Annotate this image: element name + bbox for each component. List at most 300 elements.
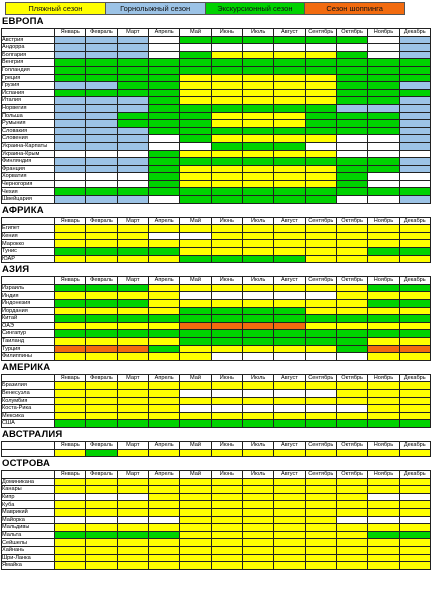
season-cell xyxy=(399,397,430,405)
season-cell xyxy=(180,389,211,397)
season-cell xyxy=(86,173,117,181)
table-row xyxy=(2,554,431,562)
season-cell xyxy=(305,66,336,74)
season-cell xyxy=(117,389,148,397)
season-cell xyxy=(336,150,367,158)
season-cell xyxy=(117,232,148,240)
season-cell xyxy=(274,97,305,105)
season-cell xyxy=(211,196,242,204)
month-header: Январь xyxy=(55,374,86,382)
month-header: Март xyxy=(117,374,148,382)
country-name: Словакия xyxy=(2,127,55,135)
season-cell xyxy=(336,382,367,390)
month-header: Июнь xyxy=(211,29,242,37)
season-cell xyxy=(305,353,336,361)
season-cell xyxy=(148,330,179,338)
season-cell xyxy=(399,516,430,524)
month-header: Апрель xyxy=(148,374,179,382)
season-cell xyxy=(305,135,336,143)
season-cell xyxy=(117,345,148,353)
season-cell xyxy=(242,493,273,501)
season-cell xyxy=(336,232,367,240)
season-cell xyxy=(117,173,148,181)
season-cell xyxy=(399,173,430,181)
season-cell xyxy=(242,66,273,74)
season-cell xyxy=(180,524,211,532)
season-cell xyxy=(211,353,242,361)
season-cell xyxy=(305,389,336,397)
season-cell xyxy=(336,449,367,457)
country-name: США xyxy=(2,420,55,428)
season-cell xyxy=(117,112,148,120)
season-cell xyxy=(242,225,273,233)
season-cell xyxy=(86,135,117,143)
month-header: Июль xyxy=(242,374,273,382)
season-cell xyxy=(305,493,336,501)
season-cell xyxy=(242,382,273,390)
table-row xyxy=(2,165,431,173)
season-cell xyxy=(55,150,86,158)
season-cell xyxy=(336,486,367,494)
season-cell xyxy=(117,486,148,494)
season-cell xyxy=(399,330,430,338)
season-cell xyxy=(86,547,117,555)
season-cell xyxy=(55,539,86,547)
month-header: Июнь xyxy=(211,471,242,479)
season-cell xyxy=(86,196,117,204)
season-cell xyxy=(117,104,148,112)
season-cell xyxy=(148,232,179,240)
legend-item: Сезон шоппинга xyxy=(305,3,404,14)
country-name: Голландия xyxy=(2,66,55,74)
month-header: Март xyxy=(117,217,148,225)
season-cell xyxy=(55,412,86,420)
season-cell xyxy=(274,59,305,67)
season-cell xyxy=(274,74,305,82)
country-name: Израиль xyxy=(2,284,55,292)
season-cell xyxy=(242,412,273,420)
season-cell xyxy=(399,405,430,413)
season-cell xyxy=(86,315,117,323)
season-cell xyxy=(211,300,242,308)
season-cell xyxy=(117,397,148,405)
season-cell xyxy=(305,89,336,97)
country-name: Мексика xyxy=(2,412,55,420)
season-cell xyxy=(55,382,86,390)
season-cell xyxy=(211,59,242,67)
season-cell xyxy=(305,322,336,330)
season-cell xyxy=(242,315,273,323)
season-cell xyxy=(368,353,399,361)
season-cell xyxy=(305,412,336,420)
season-cell xyxy=(399,501,430,509)
month-header: Январь xyxy=(55,441,86,449)
season-table xyxy=(1,217,431,264)
country-name: Чехия xyxy=(2,188,55,196)
season-cell xyxy=(211,493,242,501)
season-cell xyxy=(211,104,242,112)
season-cell xyxy=(180,322,211,330)
season-cell xyxy=(305,127,336,135)
season-cell xyxy=(86,486,117,494)
season-cell xyxy=(399,248,430,256)
season-cell xyxy=(305,345,336,353)
season-cell xyxy=(274,493,305,501)
season-cell xyxy=(368,531,399,539)
month-header: Август xyxy=(274,471,305,479)
season-cell xyxy=(368,180,399,188)
season-cell xyxy=(148,240,179,248)
season-cell xyxy=(368,232,399,240)
season-cell xyxy=(368,412,399,420)
month-header: Сентябрь xyxy=(305,471,336,479)
header-corner xyxy=(2,374,55,382)
country-name: Мальта xyxy=(2,531,55,539)
season-cell xyxy=(86,120,117,128)
country-name: Кипр xyxy=(2,493,55,501)
country-name: Кения xyxy=(2,232,55,240)
season-cell xyxy=(336,478,367,486)
country-name: Андорра xyxy=(2,44,55,52)
season-cell xyxy=(274,307,305,315)
season-cell xyxy=(86,74,117,82)
season-cell xyxy=(211,150,242,158)
season-cell xyxy=(55,531,86,539)
season-cell xyxy=(117,158,148,166)
season-cell xyxy=(336,59,367,67)
season-cell xyxy=(368,112,399,120)
season-cell xyxy=(117,531,148,539)
table-row xyxy=(2,135,431,143)
country-name: Грузия xyxy=(2,82,55,90)
season-cell xyxy=(180,307,211,315)
season-cell xyxy=(242,248,273,256)
season-cell xyxy=(274,82,305,90)
month-header-row xyxy=(2,29,431,37)
season-cell xyxy=(148,89,179,97)
season-cell xyxy=(86,158,117,166)
season-cell xyxy=(180,150,211,158)
table-row xyxy=(2,307,431,315)
season-cell xyxy=(211,225,242,233)
season-cell xyxy=(148,150,179,158)
country-name: Куба xyxy=(2,501,55,509)
season-cell xyxy=(399,449,430,457)
season-cell xyxy=(55,112,86,120)
month-header: Сентябрь xyxy=(305,441,336,449)
season-cell xyxy=(86,82,117,90)
season-cell xyxy=(305,531,336,539)
season-cell xyxy=(180,135,211,143)
season-cell xyxy=(180,165,211,173)
season-cell xyxy=(399,127,430,135)
season-cell xyxy=(211,509,242,517)
season-cell xyxy=(86,524,117,532)
season-cell xyxy=(399,232,430,240)
season-table xyxy=(1,28,431,204)
season-cell xyxy=(211,173,242,181)
season-cell xyxy=(368,82,399,90)
season-cell xyxy=(86,232,117,240)
season-cell xyxy=(336,82,367,90)
country-name: Турция xyxy=(2,345,55,353)
season-cell xyxy=(242,232,273,240)
season-cell xyxy=(399,509,430,517)
season-cell xyxy=(399,196,430,204)
season-cell xyxy=(242,353,273,361)
table-row xyxy=(2,420,431,428)
season-cell xyxy=(274,337,305,345)
season-cell xyxy=(148,104,179,112)
season-cell xyxy=(55,501,86,509)
table-row xyxy=(2,547,431,555)
season-cell xyxy=(242,255,273,263)
season-cell xyxy=(55,44,86,52)
season-cell xyxy=(211,389,242,397)
season-cell xyxy=(274,330,305,338)
season-cell xyxy=(242,150,273,158)
season-cell xyxy=(117,135,148,143)
season-cell xyxy=(86,337,117,345)
season-cell xyxy=(211,74,242,82)
month-header: Август xyxy=(274,29,305,37)
season-cell xyxy=(242,36,273,44)
season-cell xyxy=(117,248,148,256)
season-cell xyxy=(399,150,430,158)
season-cell xyxy=(336,412,367,420)
season-cell xyxy=(211,232,242,240)
season-cell xyxy=(399,554,430,562)
season-cell xyxy=(148,225,179,233)
season-cell xyxy=(180,82,211,90)
month-header: Апрель xyxy=(148,441,179,449)
country-name: Австрия xyxy=(2,36,55,44)
season-cell xyxy=(86,150,117,158)
season-cell xyxy=(305,150,336,158)
month-header: Январь xyxy=(55,471,86,479)
season-cell xyxy=(117,307,148,315)
season-cell xyxy=(336,524,367,532)
season-cell xyxy=(148,554,179,562)
season-cell xyxy=(305,225,336,233)
country-name: Испания xyxy=(2,89,55,97)
country-name: Черногория xyxy=(2,180,55,188)
season-cell xyxy=(368,66,399,74)
season-cell xyxy=(55,397,86,405)
season-cell xyxy=(117,322,148,330)
season-cell xyxy=(274,405,305,413)
country-name: Шри-Ланка xyxy=(2,554,55,562)
season-cell xyxy=(211,82,242,90)
season-cell xyxy=(242,397,273,405)
season-cell xyxy=(368,337,399,345)
season-cell xyxy=(368,524,399,532)
season-cell xyxy=(242,180,273,188)
section-title: АЗИЯ xyxy=(2,264,30,276)
season-cell xyxy=(86,36,117,44)
season-cell xyxy=(399,412,430,420)
season-cell xyxy=(180,36,211,44)
season-cell xyxy=(148,142,179,150)
season-cell xyxy=(148,531,179,539)
season-cell xyxy=(305,97,336,105)
season-cell xyxy=(368,389,399,397)
season-cell xyxy=(368,449,399,457)
season-cell xyxy=(180,397,211,405)
season-cell xyxy=(86,322,117,330)
season-cell xyxy=(86,405,117,413)
season-cell xyxy=(368,36,399,44)
season-cell xyxy=(55,188,86,196)
table-row xyxy=(2,353,431,361)
legend-item: Пляжный сезон xyxy=(6,3,106,14)
season-cell xyxy=(368,120,399,128)
season-cell xyxy=(180,493,211,501)
season-cell xyxy=(399,135,430,143)
season-cell xyxy=(148,322,179,330)
season-cell xyxy=(55,135,86,143)
season-cell xyxy=(55,232,86,240)
season-cell xyxy=(274,188,305,196)
season-cell xyxy=(117,315,148,323)
season-cell xyxy=(274,397,305,405)
season-cell xyxy=(305,180,336,188)
season-cell xyxy=(305,196,336,204)
season-cell xyxy=(86,501,117,509)
season-cell xyxy=(180,353,211,361)
season-cell xyxy=(305,509,336,517)
season-cell xyxy=(117,562,148,570)
season-cell xyxy=(242,59,273,67)
season-cell xyxy=(211,501,242,509)
month-header: Март xyxy=(117,441,148,449)
season-cell xyxy=(55,89,86,97)
season-cell xyxy=(180,240,211,248)
season-cell xyxy=(274,539,305,547)
season-cell xyxy=(336,135,367,143)
season-cell xyxy=(148,127,179,135)
season-cell xyxy=(211,158,242,166)
season-cell xyxy=(148,74,179,82)
season-cell xyxy=(86,493,117,501)
season-cell xyxy=(117,547,148,555)
season-cell xyxy=(148,120,179,128)
season-cell xyxy=(180,97,211,105)
month-header-row xyxy=(2,277,431,285)
season-cell xyxy=(242,539,273,547)
season-cell xyxy=(368,284,399,292)
table-row xyxy=(2,330,431,338)
season-cell xyxy=(336,345,367,353)
season-cell xyxy=(148,547,179,555)
season-cell xyxy=(305,36,336,44)
season-cell xyxy=(305,330,336,338)
month-header: Июль xyxy=(242,277,273,285)
table-row xyxy=(2,315,431,323)
table-row xyxy=(2,36,431,44)
header-corner xyxy=(2,471,55,479)
season-cell xyxy=(180,127,211,135)
season-cell xyxy=(55,36,86,44)
season-cell xyxy=(211,478,242,486)
month-header: Октябрь xyxy=(336,277,367,285)
country-name: Ямайка xyxy=(2,562,55,570)
season-cell xyxy=(274,150,305,158)
country-name: Венгрия xyxy=(2,59,55,67)
table-row xyxy=(2,412,431,420)
season-cell xyxy=(242,196,273,204)
season-cell xyxy=(180,232,211,240)
season-cell xyxy=(399,531,430,539)
season-cell xyxy=(211,554,242,562)
season-cell xyxy=(180,547,211,555)
country-name: Швейцария xyxy=(2,196,55,204)
season-cell xyxy=(148,449,179,457)
country-name: Польша xyxy=(2,112,55,120)
month-header: Февраль xyxy=(86,217,117,225)
season-cell xyxy=(86,389,117,397)
season-cell xyxy=(86,300,117,308)
season-cell xyxy=(180,51,211,59)
season-cell xyxy=(399,142,430,150)
season-cell xyxy=(368,158,399,166)
season-cell xyxy=(180,300,211,308)
season-cell xyxy=(274,478,305,486)
season-cell xyxy=(180,531,211,539)
season-cell xyxy=(399,292,430,300)
season-cell xyxy=(86,112,117,120)
season-cell xyxy=(399,158,430,166)
season-cell xyxy=(117,97,148,105)
season-cell xyxy=(242,389,273,397)
month-header: Октябрь xyxy=(336,217,367,225)
season-cell xyxy=(86,248,117,256)
season-cell xyxy=(274,389,305,397)
header-corner xyxy=(2,277,55,285)
season-cell xyxy=(368,554,399,562)
season-cell xyxy=(86,225,117,233)
season-cell xyxy=(368,165,399,173)
season-cell xyxy=(55,554,86,562)
season-cell xyxy=(399,486,430,494)
month-header: Октябрь xyxy=(336,471,367,479)
table-row xyxy=(2,284,431,292)
season-cell xyxy=(242,165,273,173)
season-cell xyxy=(305,547,336,555)
table-row xyxy=(2,74,431,82)
season-cell xyxy=(336,248,367,256)
season-cell xyxy=(274,248,305,256)
season-cell xyxy=(336,89,367,97)
season-cell xyxy=(274,51,305,59)
season-cell xyxy=(274,66,305,74)
season-cell xyxy=(86,104,117,112)
season-cell xyxy=(336,389,367,397)
table-row xyxy=(2,59,431,67)
season-cell xyxy=(180,196,211,204)
season-cell xyxy=(117,493,148,501)
table-row xyxy=(2,173,431,181)
table-row xyxy=(2,255,431,263)
season-cell xyxy=(55,173,86,181)
season-cell xyxy=(86,240,117,248)
season-cell xyxy=(55,255,86,263)
season-cell xyxy=(274,509,305,517)
season-cell xyxy=(180,509,211,517)
season-cell xyxy=(305,420,336,428)
country-name: Франция xyxy=(2,165,55,173)
season-cell xyxy=(336,562,367,570)
